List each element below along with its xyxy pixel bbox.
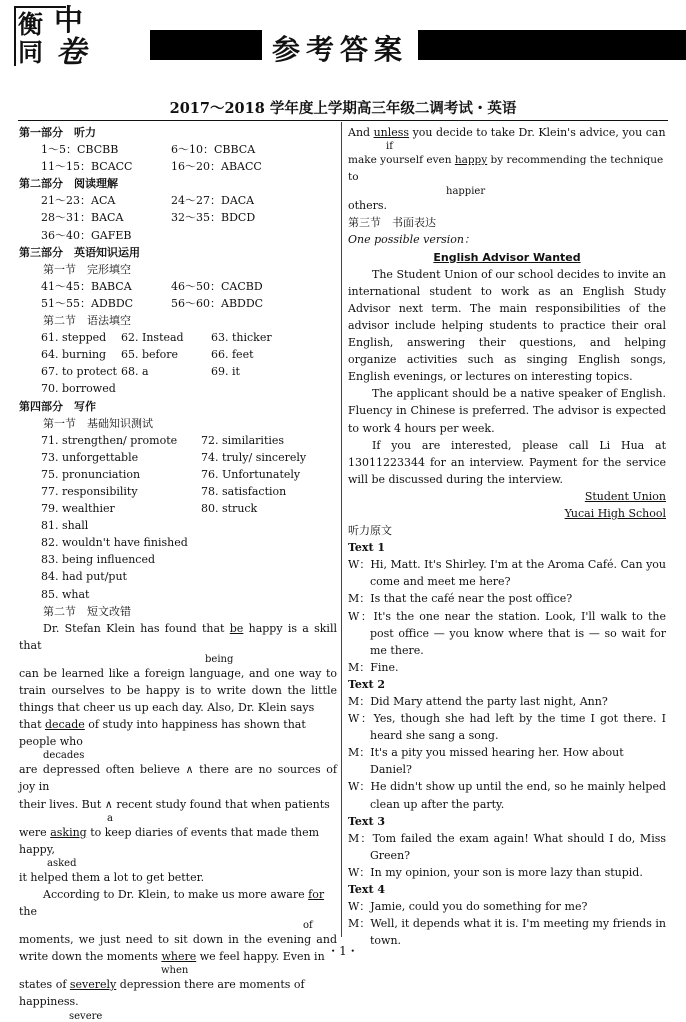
- correction-word: of: [303, 920, 313, 932]
- section-heading: 第三部分 英语知识运用: [19, 245, 140, 259]
- section-heading: 第四部分 写作: [19, 399, 96, 413]
- answer-row: 61. stepped 62. Instead 63. thicker: [41, 331, 272, 345]
- correction-word: happier: [446, 186, 486, 198]
- answer-row: 1～5：CBCBB 6～10：CBBCA: [41, 143, 256, 157]
- banner-title: 参考答案: [262, 28, 418, 68]
- essay-text: their lives. But ∧ recent study found that when patients: [19, 797, 330, 811]
- essay-text: are depressed often believe ∧ there are no sources of joy in: [19, 763, 337, 794]
- correction-word: being: [205, 653, 234, 665]
- subsection-heading: 第二节 语法填空: [43, 314, 131, 328]
- left-column: [19, 124, 337, 1022]
- answer-row: 71. strengthen/ promote 72. similarities: [41, 433, 285, 447]
- text-heading: Text 3: [348, 814, 386, 828]
- answer-row: 21～23：ACA 24～27：DACA: [41, 194, 255, 208]
- essay-text: others.: [348, 199, 388, 213]
- answer-row: 85. what: [41, 587, 90, 601]
- subsection-heading: 第二节 短文改错: [43, 604, 131, 618]
- correction-line: that decade of study into happiness has shown that people who: [19, 718, 306, 749]
- text-heading: Text 2: [348, 677, 386, 691]
- text-heading: Text 1: [348, 541, 386, 555]
- answer-row: 51～55：ADBDC 56～60：ABDDC: [41, 296, 264, 310]
- answer-row: 81. shall: [41, 519, 89, 533]
- dialogue-line: W：Jamie, could you do something for me?: [348, 900, 588, 914]
- correction-line: make yourself even happy by recommending the technique to: [348, 154, 664, 184]
- answer-row: 67. to protect 68. a 69. it: [41, 365, 240, 379]
- dialogue-line: M：Well, it depends what it is. I'm meeting my friends in town.: [348, 917, 666, 948]
- essay-title: English Advisor Wanted: [433, 250, 581, 264]
- correction-line: According to Dr. Klein, to make us more aware for the: [19, 887, 325, 919]
- dialogue-line: W：He didn't show up until the end, so he mainly helped clean up after the party.: [348, 780, 666, 811]
- answer-row: 73. unforgettable 74. truly/ sincerely: [41, 450, 307, 464]
- section-heading: 听力原文: [348, 524, 392, 538]
- essay-text: it helped them a lot to get better.: [19, 870, 205, 884]
- dialogue-line: W：It's the one near the station. Look, I'll walk to the post office — you know where that is — so wait for me there.: [348, 609, 666, 657]
- logo-char: 中: [54, 3, 84, 37]
- logo: [14, 3, 124, 70]
- header-banner: [150, 30, 686, 66]
- subsection-heading: 第三节 书面表达: [348, 216, 436, 230]
- answer-row: 77. responsibility 78. satisfaction: [41, 484, 287, 498]
- subsection-heading: 第一节 基础知识测试: [43, 416, 153, 430]
- correction-word: if: [386, 141, 393, 153]
- signature: Yucai High School: [564, 506, 666, 520]
- answer-row: 82. wouldn't have finished: [41, 536, 188, 550]
- answer-row: 83. being influenced: [41, 553, 156, 567]
- correction-line: were asking to keep diaries of events that made them happy,: [19, 825, 320, 856]
- dialogue-line: M：Did Mary attend the party last night, Ann?: [348, 695, 608, 708]
- correction-word: asked: [47, 857, 77, 869]
- column-divider: [341, 122, 342, 937]
- dialogue-line: M：Fine.: [348, 660, 399, 674]
- correction-line: states of severely depression there are moments of happiness.: [19, 978, 305, 1009]
- text-heading: Text 4: [348, 883, 386, 897]
- correction-line: And unless you decide to take Dr. Klein's advice, you can: [348, 126, 666, 139]
- subsection-heading: 第一节 完形填空: [43, 262, 131, 276]
- answer-row: 28～31：BACA 32～35：BDCD: [41, 211, 256, 225]
- dialogue-line: M：It's a pity you missed hearing her. How about Daniel?: [348, 746, 624, 777]
- correction-word: severe: [69, 1010, 103, 1022]
- answer-row: 84. had put/put: [41, 570, 127, 584]
- essay-paragraph: If you are interested, please call Li Hua at 13011223344 for an interview. Payment for the service will be discussed during the interview.: [348, 438, 666, 486]
- title-rule: [18, 120, 668, 121]
- right-column: [348, 124, 666, 949]
- dialogue-line: W：Hi, Matt. It's Shirley. I'm at the Aroma Café. Can you come and meet me here?: [348, 558, 666, 589]
- dialogue-line: M：Is that the café near the post office?: [348, 592, 573, 606]
- dialogue-line: W：In my opinion, your son is more lazy than stupid.: [348, 865, 643, 879]
- answer-row: 41～45：BABCA 46～50：CACBD: [41, 279, 263, 293]
- correction-line: moments, we just need to sit down in the evening and write down the moments where we feel happy. Even in: [19, 933, 337, 964]
- essay-paragraph: The applicant should be a native speaker of English. Fluency in Chinese is preferred. The advisor is expected to work 4 hours per week.: [348, 387, 666, 435]
- answer-row: 36～40：GAFEB: [41, 228, 132, 242]
- page-number: ・1・: [327, 944, 359, 958]
- correction-word: when: [161, 965, 189, 977]
- signature: Student Union: [584, 489, 666, 503]
- logo-char: 卷: [56, 35, 86, 70]
- essay-text: can be learned like a foreign language, and one way to train ourselves to be happy is to write down the little things that cheer us up each day. Also, Dr. Klein says: [19, 666, 337, 715]
- logo-char: 衡: [18, 10, 44, 39]
- section-heading: 第二部分 阅读理解: [19, 177, 118, 191]
- page-title: 2017～2018 学年度上学期高三年级二调考试・英语: [169, 100, 517, 117]
- correction-word: decades: [43, 750, 85, 762]
- answer-row: 75. pronunciation 76. Unfortunately: [41, 467, 301, 481]
- correction-line: Dr. Stefan Klein has found that be happy is a skill that: [19, 621, 337, 652]
- dialogue-line: M：Tom failed the exam again! What should I do, Miss Green?: [348, 831, 666, 862]
- answer-row: 70. borrowed: [41, 382, 116, 396]
- answer-row: 64. burning 65. before 66. feet: [41, 348, 254, 362]
- correction-word: a: [107, 812, 113, 824]
- logo-char: 同: [18, 38, 44, 67]
- dialogue-line: W：Yes, though she had left by the time I got there. I heard she sang a song.: [348, 712, 666, 743]
- answer-row: 79. wealthier 80. struck: [41, 502, 258, 516]
- answer-row: 11～15：BCACC 16～20：ABACC: [41, 160, 262, 174]
- essay-paragraph: The Student Union of our school decides to invite an international student to work as an English Study Advisor next term. The main responsibilities of the advisor include helping students to practice their oral English, answering their questions, and helping organize activities such as singing English songs, English evenings, or lectures on interesting topics.: [348, 267, 666, 384]
- section-heading: 第一部分 听力: [19, 126, 96, 139]
- version-label: One possible version：: [348, 233, 475, 247]
